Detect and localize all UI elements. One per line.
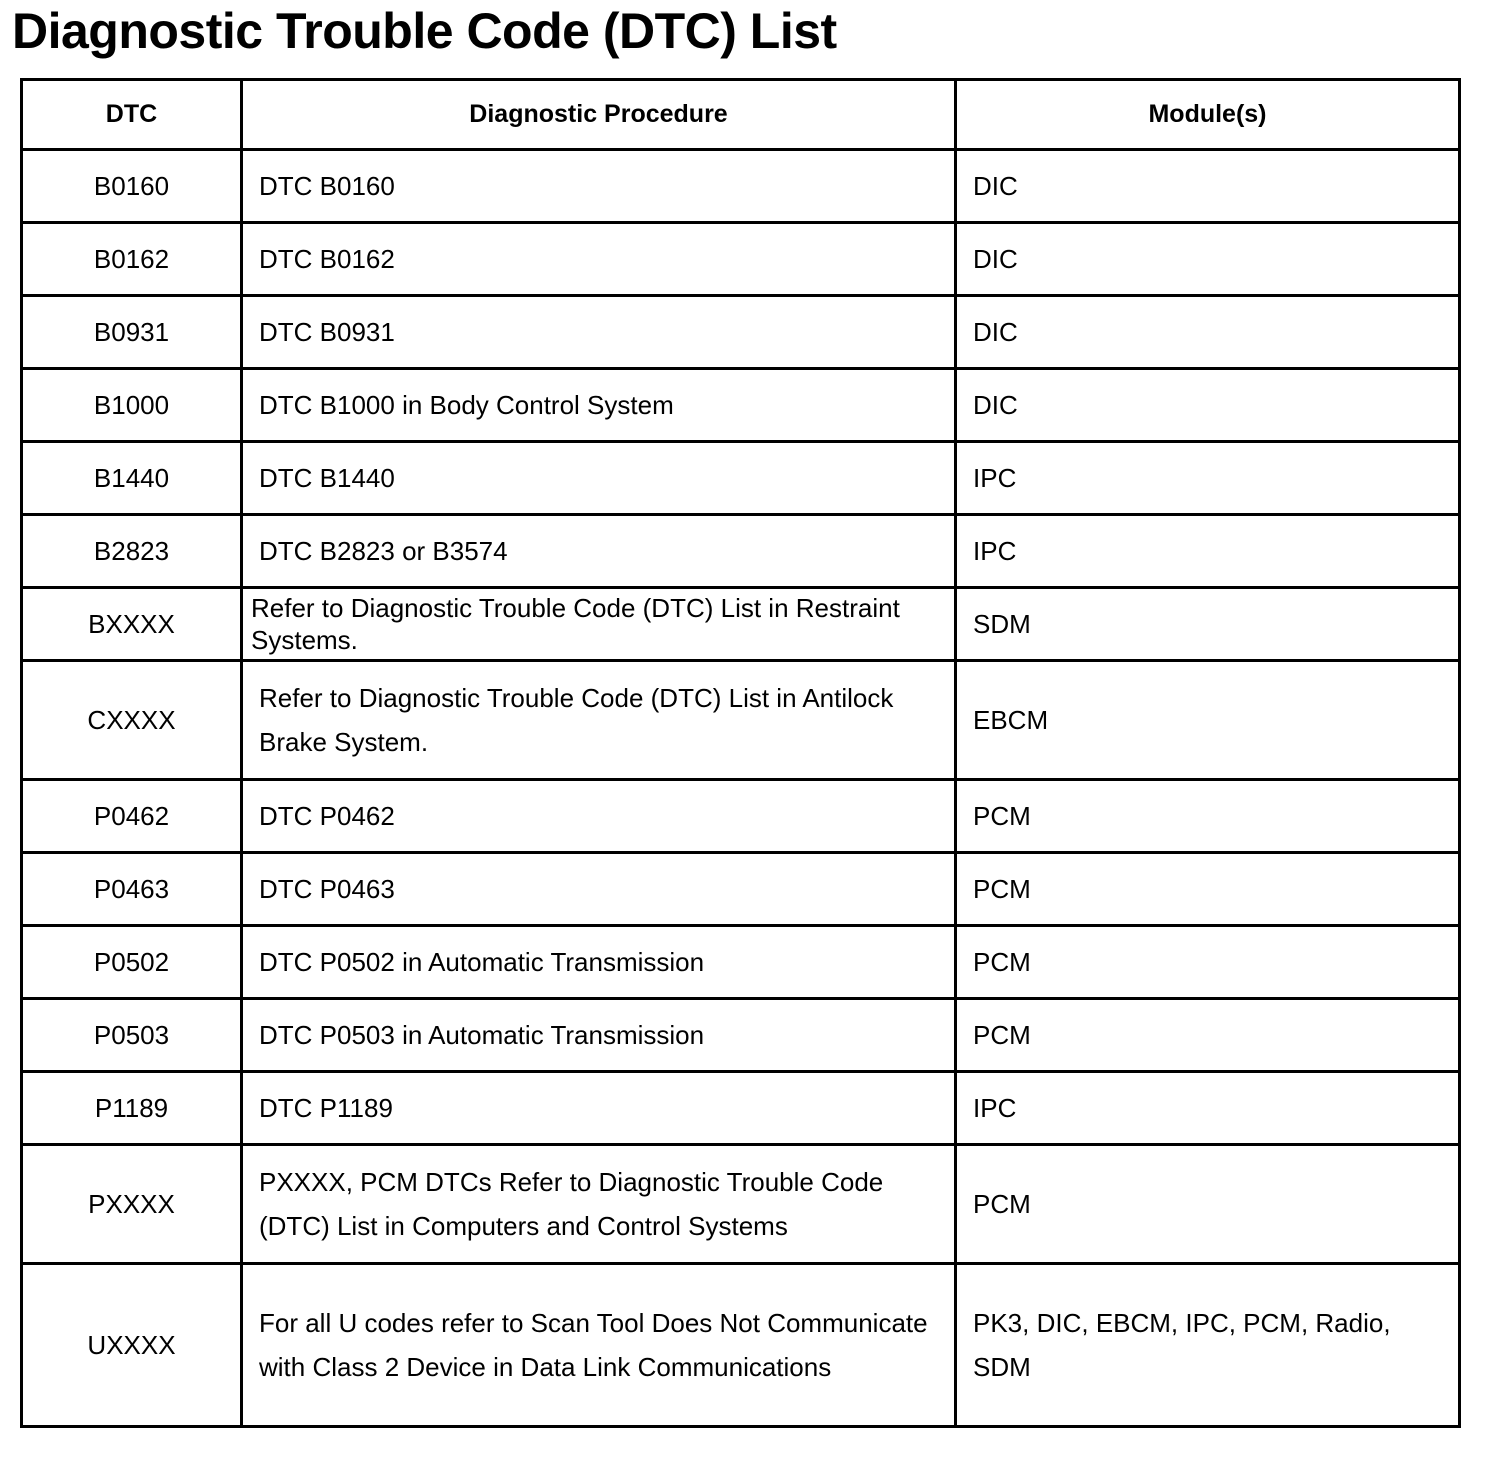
modules-cell: PCM <box>956 999 1460 1072</box>
table-row <box>22 442 1460 515</box>
procedure-cell: DTC P0503 in Automatic Transmission <box>242 999 956 1072</box>
modules-cell: IPC <box>956 1072 1460 1145</box>
procedure-cell: DTC B2823 or B3574 <box>242 515 956 588</box>
header-procedure: Diagnostic Procedure <box>242 80 956 150</box>
table-row <box>22 150 1460 223</box>
procedure-cell: DTC B0931 <box>242 296 956 369</box>
modules-cell: IPC <box>956 442 1460 515</box>
dtc-cell: P0502 <box>22 926 242 999</box>
modules-cell: DIC <box>956 223 1460 296</box>
procedure-cell: DTC B1440 <box>242 442 956 515</box>
dtc-cell: P1189 <box>22 1072 242 1145</box>
modules-cell: SDM <box>956 588 1460 661</box>
dtc-cell: P0503 <box>22 999 242 1072</box>
table-row <box>22 999 1460 1072</box>
modules-cell: EBCM <box>956 661 1460 780</box>
dtc-cell: PXXXX <box>22 1145 242 1264</box>
dtc-cell: BXXXX <box>22 588 242 661</box>
table-row <box>22 588 1460 661</box>
table-row <box>22 296 1460 369</box>
table-row <box>22 515 1460 588</box>
header-dtc: DTC <box>22 80 242 150</box>
dtc-cell: P0463 <box>22 853 242 926</box>
procedure-cell: PXXXX, PCM DTCs Refer to Diagnostic Trouble Code (DTC) List in Computers and Control Systems <box>242 1145 956 1264</box>
table-row <box>22 1072 1460 1145</box>
modules-cell: PCM <box>956 780 1460 853</box>
table-row <box>22 1145 1460 1264</box>
modules-cell: PK3, DIC, EBCM, IPC, PCM, Radio, SDM <box>956 1264 1460 1427</box>
dtc-cell: B2823 <box>22 515 242 588</box>
modules-cell: DIC <box>956 369 1460 442</box>
table-row <box>22 1264 1460 1427</box>
procedure-cell: DTC P1189 <box>242 1072 956 1145</box>
header-modules: Module(s) <box>956 80 1460 150</box>
page-title: Diagnostic Trouble Code (DTC) List <box>12 3 837 59</box>
table-row <box>22 223 1460 296</box>
modules-cell: PCM <box>956 926 1460 999</box>
procedure-cell: DTC P0502 in Automatic Transmission <box>242 926 956 999</box>
table-header-row <box>22 80 1460 150</box>
procedure-cell: DTC B1000 in Body Control System <box>242 369 956 442</box>
modules-cell: PCM <box>956 853 1460 926</box>
procedure-cell: For all U codes refer to Scan Tool Does Not Communicate with Class 2 Device in Data Link Communications <box>242 1264 956 1427</box>
procedure-cell: DTC P0463 <box>242 853 956 926</box>
table-row <box>22 926 1460 999</box>
procedure-cell: Refer to Diagnostic Trouble Code (DTC) List in Restraint Systems. <box>242 588 956 661</box>
dtc-table <box>20 78 1461 1428</box>
modules-cell: DIC <box>956 296 1460 369</box>
table-row <box>22 661 1460 780</box>
procedure-cell: Refer to Diagnostic Trouble Code (DTC) List in Antilock Brake System. <box>242 661 956 780</box>
table-row <box>22 780 1460 853</box>
modules-cell: IPC <box>956 515 1460 588</box>
procedure-cell: DTC P0462 <box>242 780 956 853</box>
modules-cell: DIC <box>956 150 1460 223</box>
procedure-cell: DTC B0160 <box>242 150 956 223</box>
procedure-cell: DTC B0162 <box>242 223 956 296</box>
table-row <box>22 369 1460 442</box>
dtc-cell: CXXXX <box>22 661 242 780</box>
modules-cell: PCM <box>956 1145 1460 1264</box>
dtc-cell: B0160 <box>22 150 242 223</box>
dtc-cell: P0462 <box>22 780 242 853</box>
dtc-cell: B1440 <box>22 442 242 515</box>
dtc-cell: B1000 <box>22 369 242 442</box>
table-row <box>22 853 1460 926</box>
dtc-cell: UXXXX <box>22 1264 242 1427</box>
dtc-cell: B0931 <box>22 296 242 369</box>
dtc-cell: B0162 <box>22 223 242 296</box>
